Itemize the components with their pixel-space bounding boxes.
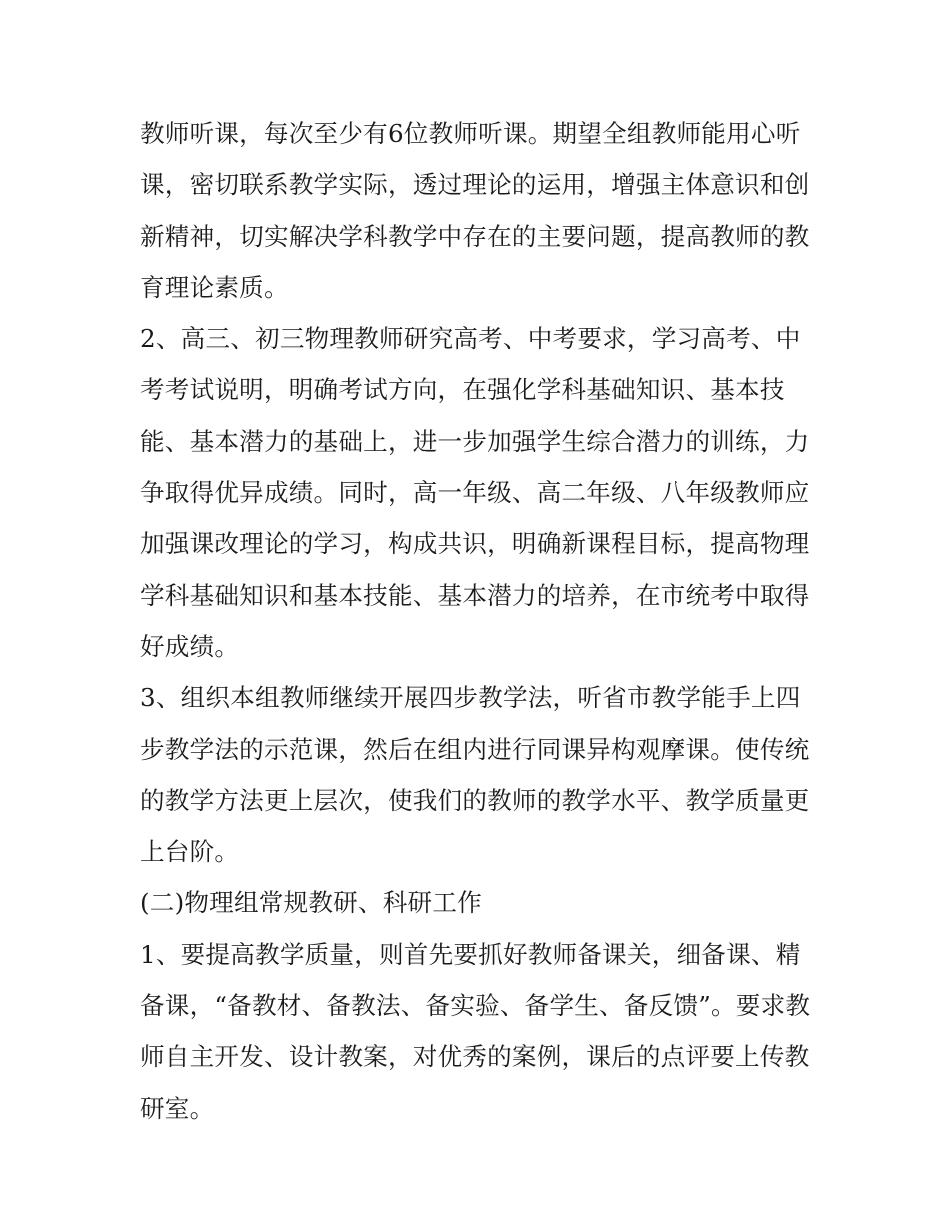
- text-line: 好成绩。: [140, 631, 240, 661]
- text-line: 研室。: [140, 1093, 215, 1123]
- text-line: 考考试说明，明确考试方向，在强化学科基础知识、基本技: [140, 375, 785, 405]
- text-line: 加强课改理论的学习，构成共识，明确新课程目标，提高物理: [140, 529, 810, 559]
- text-line: 上台阶。: [140, 837, 240, 867]
- text-line: 课，密切联系教学实际，透过理论的运用，增强主体意识和创: [140, 170, 810, 200]
- text-line: 师自主开发、设计教案，对优秀的案例，课后的点评要上传教: [140, 1042, 810, 1072]
- section-heading: (二)物理组常规教研、科研工作: [140, 888, 482, 918]
- text-line: 的教学方法更上层次，使我们的教师的教学水平、教学质量更: [140, 785, 810, 815]
- text-line: 2、高三、初三物理教师研究高考、中考要求，学习高考、中: [140, 324, 801, 354]
- text-line: 能、基本潜力的基础上，进一步加强学生综合潜力的训练，力: [140, 426, 810, 456]
- text-line: 教师听课，每次至少有6位教师听课。期望全组教师能用心听: [140, 119, 801, 148]
- text-line: 争取得优异成绩。同时，高一年级、高二年级、八年级教师应: [140, 478, 810, 508]
- body-text: [140, 108, 820, 1134]
- text-line: 学科基础知识和基本技能、基本潜力的培养，在市统考中取得: [140, 580, 810, 610]
- text-line: 步教学法的示范课，然后在组内进行同课异构观摩课。使传统: [140, 734, 810, 764]
- text-line: 备课，“备教材、备教法、备实验、备学生、备反馈”。要求教: [140, 991, 811, 1021]
- text-line: 新精神，切实解决学科教学中存在的主要问题，提高教师的教: [140, 221, 810, 251]
- text-line: 1、要提高教学质量，则首先要抓好教师备课关，细备课、精: [140, 939, 801, 969]
- text-line: 育理论素质。: [140, 272, 289, 302]
- text-line: 3、组织本组教师继续开展四步教学法，听省市教学能手上四: [140, 683, 801, 713]
